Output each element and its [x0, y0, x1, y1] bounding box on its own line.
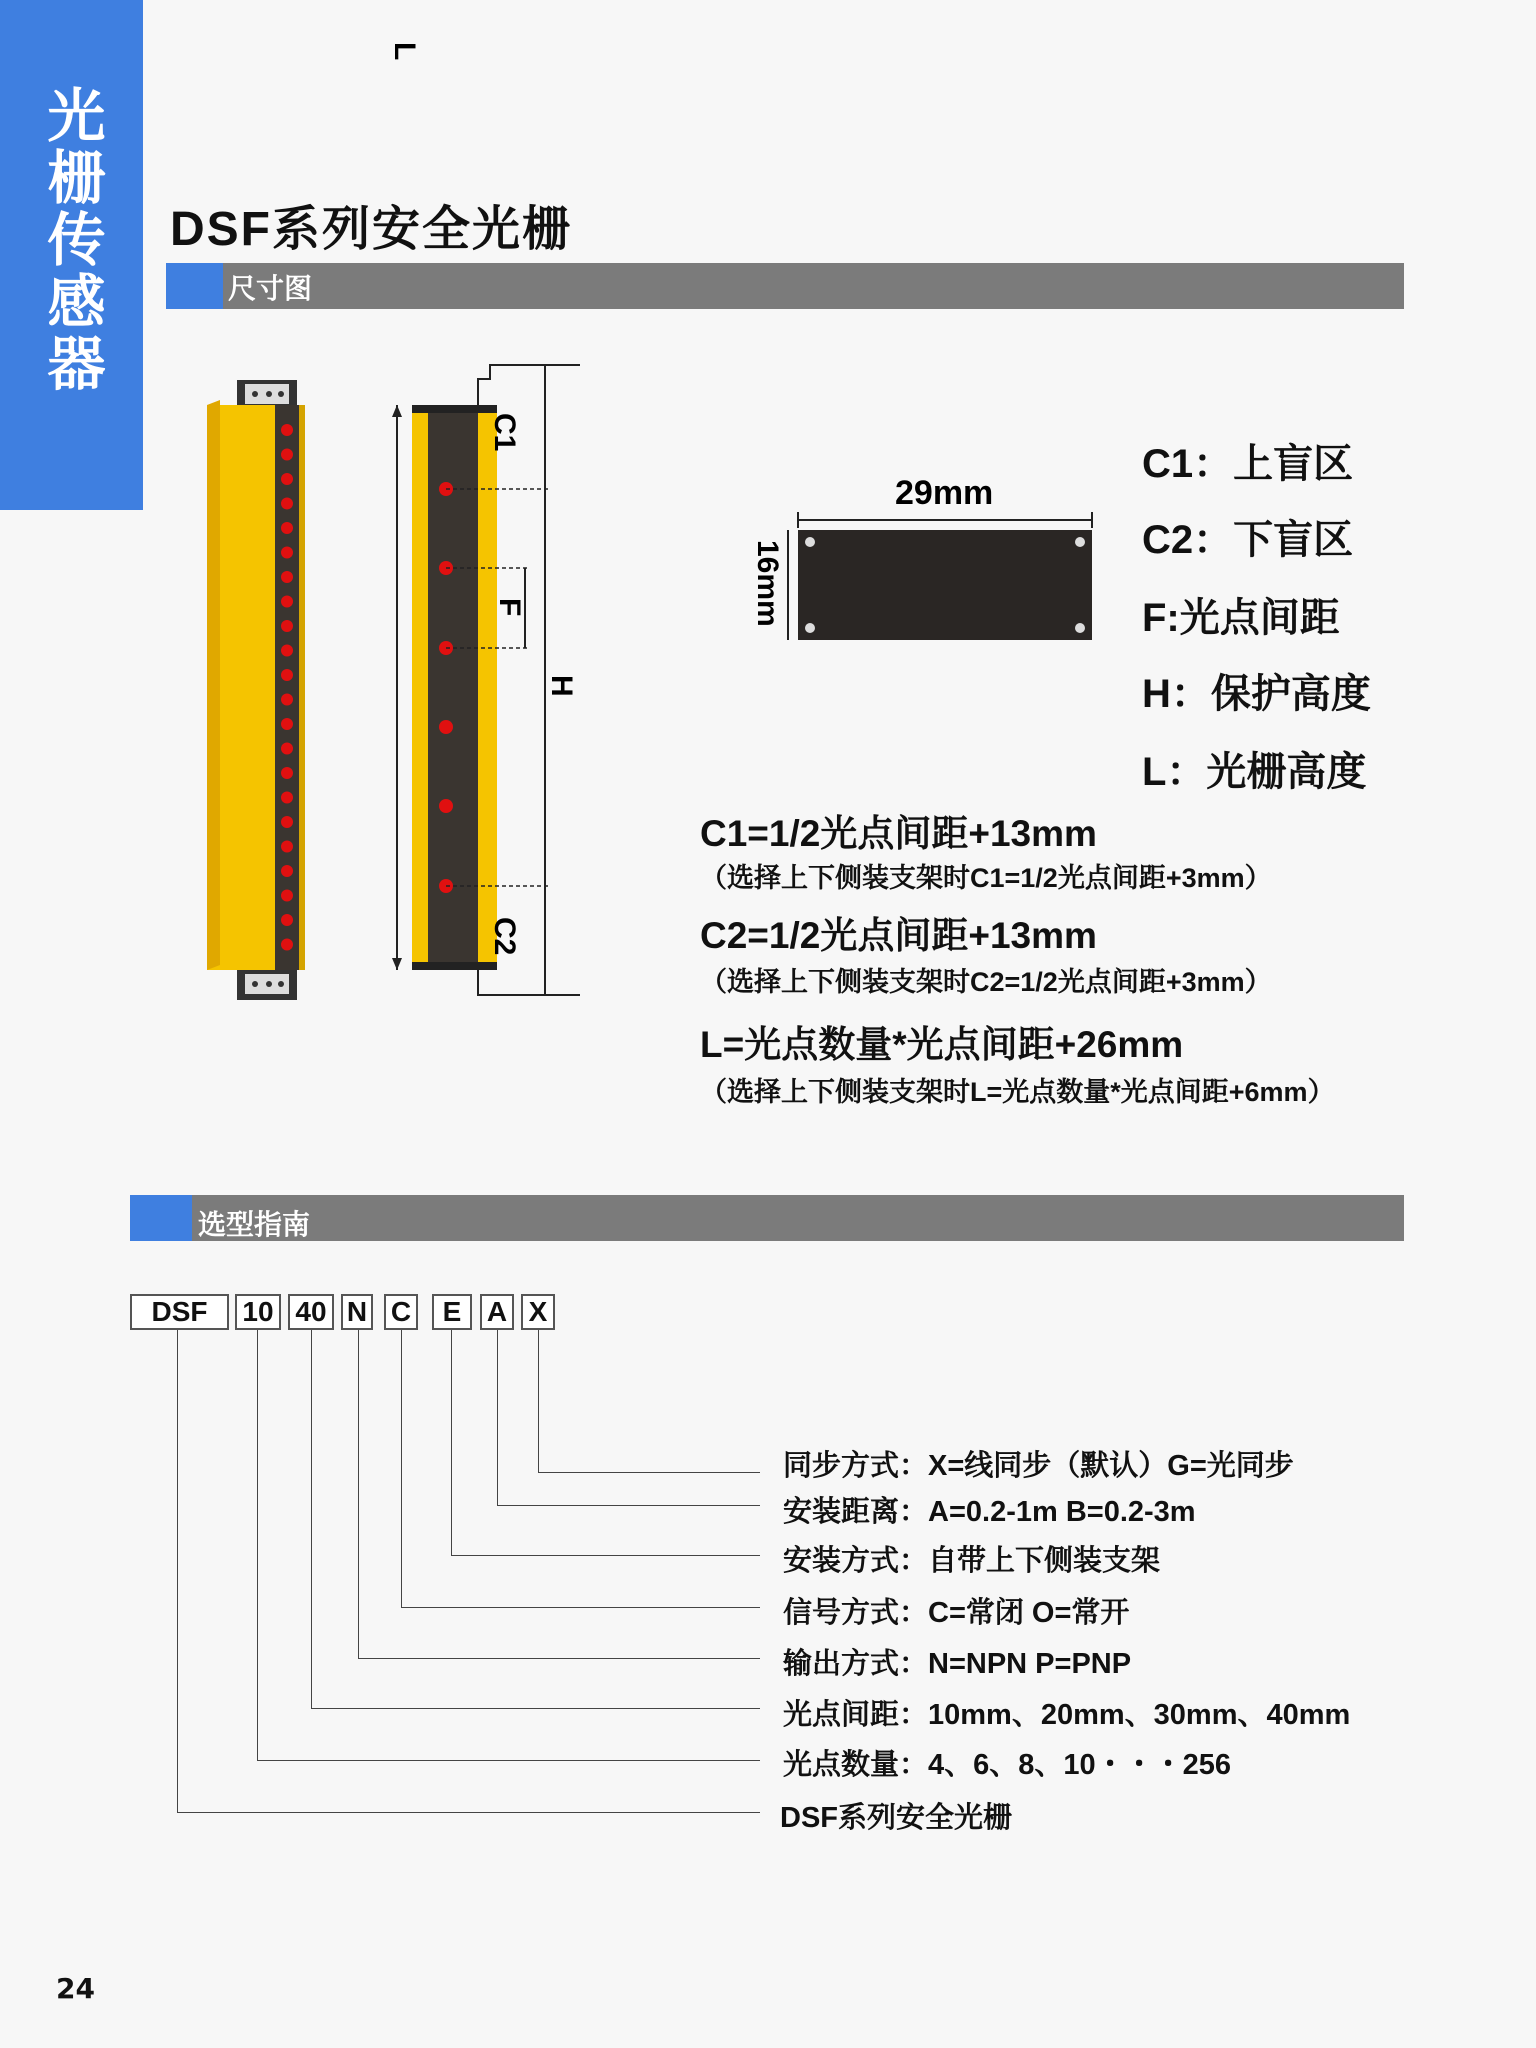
- label-C2: C2: [488, 917, 521, 956]
- led-dot: [281, 694, 293, 706]
- leader-vertical: [177, 1330, 178, 1812]
- led-dot: [281, 547, 293, 559]
- code-box-mount: E: [432, 1294, 472, 1330]
- screw-hole: [278, 391, 284, 397]
- lens-strip: [428, 413, 478, 962]
- code-box-series: DSF: [130, 1294, 229, 1330]
- desc-series: DSF系列安全光栅: [780, 1802, 1013, 1834]
- leader-vertical: [257, 1330, 258, 1760]
- formula-c2: C2=1/2光点间距+13mm: [700, 915, 1097, 956]
- code-box-sync: X: [521, 1294, 555, 1330]
- leader-vertical: [358, 1330, 359, 1658]
- corner-screw: [805, 537, 815, 547]
- code-box-signal: C: [384, 1294, 418, 1330]
- desc-spacing: 光点间距：10mm、20mm、30mm、40mm: [783, 1699, 1351, 1731]
- formula-l: L=光点数量*光点间距+26mm: [700, 1024, 1184, 1065]
- section-body: [798, 530, 1092, 640]
- section-bar-dimensions: [166, 263, 1404, 309]
- label-F: F: [493, 598, 526, 617]
- led-dot: [439, 799, 453, 813]
- label-L: L: [388, 42, 421, 61]
- note-c2: （选择上下侧装支架时C2=1/2光点间距+3mm）: [700, 967, 1272, 997]
- leader-vertical: [451, 1330, 452, 1555]
- led-dot: [281, 841, 293, 853]
- led-dot: [281, 914, 293, 926]
- leader-horizontal: [257, 1760, 760, 1761]
- led-dot: [281, 473, 293, 485]
- led-dot: [281, 669, 293, 681]
- led-dot: [281, 865, 293, 877]
- light-curtain-dimension-view: [380, 42, 610, 1015]
- height-label: 16mm: [751, 540, 784, 627]
- leader-horizontal: [401, 1607, 760, 1608]
- led-dot: [281, 792, 293, 804]
- code-box-output: N: [341, 1294, 373, 1330]
- led-dot: [281, 767, 293, 779]
- legend-l: L：光栅高度: [1142, 750, 1367, 794]
- led-dot: [439, 720, 453, 734]
- led-dot: [281, 645, 293, 657]
- note-l: （选择上下侧装支架时L=光点数量*光点间距+6mm）: [700, 1077, 1335, 1107]
- leader-horizontal: [177, 1812, 760, 1813]
- label-C1: C1: [488, 413, 521, 452]
- note-c1: （选择上下侧装支架时C1=1/2光点间距+3mm）: [700, 863, 1272, 893]
- legend-f: F:光点间距: [1142, 596, 1340, 640]
- screw-hole: [252, 391, 258, 397]
- lens-strip: [275, 405, 299, 970]
- led-dot: [281, 939, 293, 951]
- housing-edge: [207, 400, 220, 970]
- leader-vertical: [401, 1330, 402, 1607]
- led-dot: [281, 743, 293, 755]
- light-curtain-perspective: [195, 370, 325, 1010]
- screw-hole: [266, 391, 272, 397]
- width-label: 29mm: [895, 474, 994, 512]
- corner-screw: [1075, 623, 1085, 633]
- cross-section-diagram: [740, 470, 1100, 650]
- section-bar-selection: [130, 1195, 1404, 1241]
- screw-hole: [278, 981, 284, 987]
- desc-signal: 信号方式：C=常闭 O=常开: [783, 1597, 1130, 1629]
- led-dot: [281, 620, 293, 632]
- led-dot: [281, 816, 293, 828]
- side-category-tab: [0, 0, 143, 510]
- leader-horizontal: [451, 1555, 760, 1556]
- led-dot: [281, 571, 293, 583]
- leader-vertical: [497, 1330, 498, 1505]
- desc-count: 光点数量：4、6、8、10・・・256: [783, 1749, 1232, 1781]
- corner-screw: [805, 623, 815, 633]
- legend-c1: C1：上盲区: [1142, 442, 1354, 486]
- leader-horizontal: [497, 1505, 760, 1506]
- led-dot: [281, 718, 293, 730]
- legend-h: H：保护高度: [1142, 672, 1371, 716]
- section-title: 尺寸图: [228, 272, 313, 305]
- desc-mount: 安装方式：自带上下侧装支架: [783, 1545, 1161, 1577]
- label-H: H: [545, 675, 578, 697]
- top-cap: [412, 405, 497, 413]
- led-dot: [281, 890, 293, 902]
- page-number: 24: [56, 1972, 95, 2005]
- leader-horizontal: [358, 1658, 760, 1659]
- section-accent: [166, 263, 223, 309]
- desc-distance: 安装距离：A=0.2-1m B=0.2-3m: [783, 1496, 1196, 1528]
- code-box-spacing: 40: [288, 1294, 334, 1330]
- formula-c1: C1=1/2光点间距+13mm: [700, 813, 1097, 854]
- housing-side: [299, 405, 305, 970]
- bracket-outline-bottom: [478, 970, 580, 995]
- screw-hole: [266, 981, 272, 987]
- code-box-count: 10: [235, 1294, 281, 1330]
- led-dot: [281, 424, 293, 436]
- led-dot: [281, 498, 293, 510]
- corner-screw: [1075, 537, 1085, 547]
- leader-horizontal: [311, 1708, 760, 1709]
- leader-horizontal: [538, 1472, 760, 1473]
- code-box-distance: A: [480, 1294, 514, 1330]
- section-title: 选型指南: [198, 1208, 311, 1241]
- bottom-cap: [412, 962, 497, 970]
- desc-output: 输出方式：N=NPN P=PNP: [783, 1648, 1132, 1680]
- led-dot: [281, 449, 293, 461]
- leader-vertical: [311, 1330, 312, 1708]
- led-dot: [281, 596, 293, 608]
- screw-hole: [252, 981, 258, 987]
- arrow-head: [392, 958, 402, 970]
- page-title: DSF系列安全光栅: [170, 203, 573, 256]
- side-category-label: 光栅传感器: [37, 85, 106, 395]
- section-accent: [130, 1195, 192, 1241]
- arrow-head: [392, 405, 402, 417]
- desc-sync: 同步方式：X=线同步（默认）G=光同步: [783, 1450, 1294, 1482]
- led-dot: [281, 522, 293, 534]
- leader-vertical: [538, 1330, 539, 1472]
- legend-c2: C2：下盲区: [1142, 518, 1354, 562]
- bracket-outline-top: [478, 365, 580, 405]
